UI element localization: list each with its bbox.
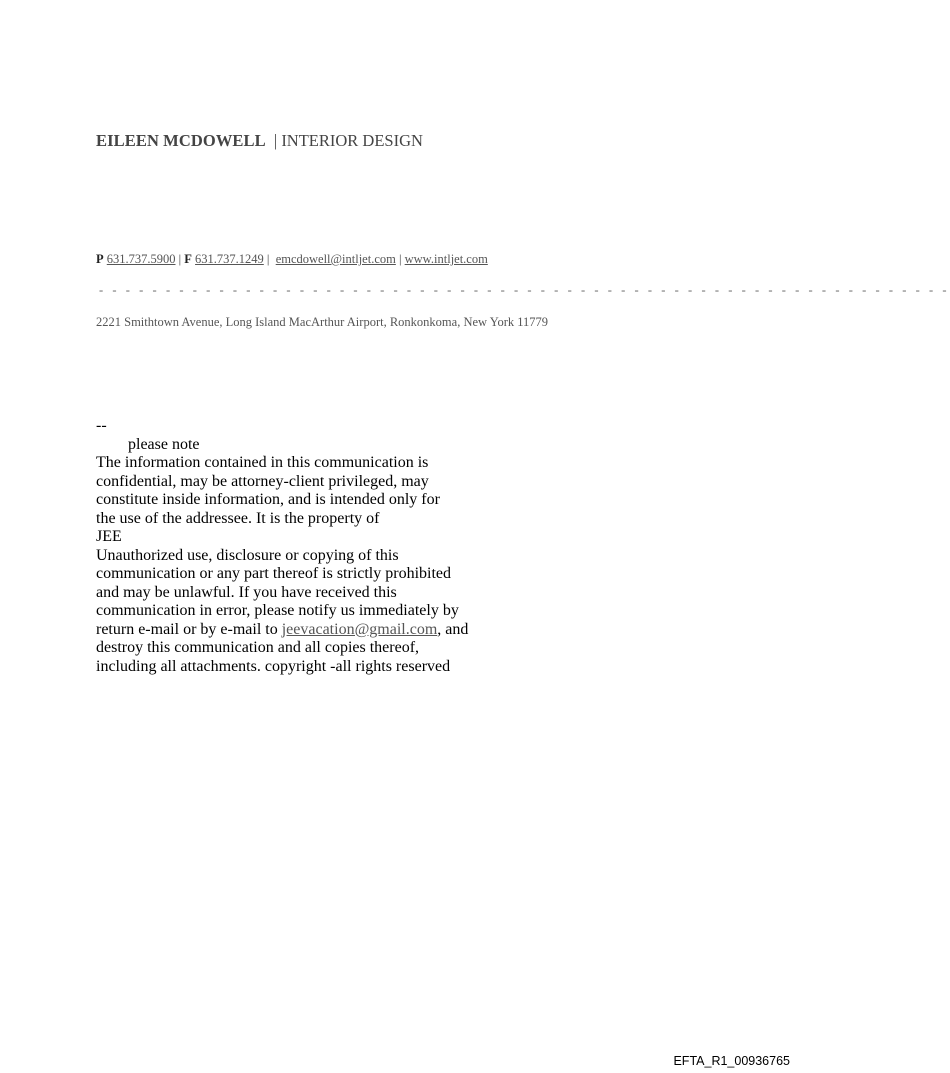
letterhead-title bbox=[96, 131, 423, 151]
contact-separator: | bbox=[266, 252, 270, 266]
phone-link[interactable]: 631.737.5900 bbox=[106, 252, 176, 266]
email-link[interactable]: emcdowell@intljet.com bbox=[275, 252, 396, 266]
disclaimer-line: communication in error, please notify us immediately by bbox=[96, 602, 459, 619]
disclaimer-heading: please note bbox=[128, 435, 200, 453]
address: 2221 Smithtown Avenue, Long Island MacArthur Airport, Ronkonkoma, New York 11779 bbox=[96, 315, 549, 329]
disclaimer-line: communication or any part thereof is strictly prohibited bbox=[96, 565, 452, 582]
disclaimer-line: Unauthorized use, disclosure or copying of this bbox=[96, 546, 399, 564]
disclaimer-text: , and bbox=[437, 620, 469, 638]
disclaimer-line-with-link bbox=[96, 621, 468, 640]
disclaimer-line: constitute inside information, and is intended only for bbox=[96, 491, 440, 508]
contact-line bbox=[96, 252, 488, 267]
website-link[interactable]: www.intljet.com bbox=[404, 252, 488, 266]
disclaimer-line: including all attachments. copyright -all rights reserved bbox=[96, 657, 451, 675]
disclaimer-line: the use of the addressee. It is the property of bbox=[96, 509, 380, 527]
disclaimer-email-link[interactable]: jeevacation@gmail.com bbox=[281, 620, 438, 638]
disclaimer-text: return e-mail or by e-mail to bbox=[96, 620, 282, 638]
contact-separator: | bbox=[178, 252, 182, 266]
phone-label: P bbox=[96, 252, 104, 266]
signature-marker: -- bbox=[96, 417, 107, 434]
fax-label: F bbox=[184, 252, 192, 266]
designer-name: EILEEN MCDOWELL bbox=[96, 131, 266, 150]
disclaimer-line: confidential, may be attorney-client privileged, may bbox=[96, 472, 429, 490]
bates-number: EFTA_R1_00936765 bbox=[673, 1054, 790, 1068]
disclaimer-line: The information contained in this communication is bbox=[96, 454, 429, 471]
fax-link[interactable]: 631.737.1249 bbox=[195, 252, 264, 266]
disclaimer-line: JEE bbox=[96, 528, 122, 545]
disclaimer-block bbox=[96, 417, 468, 676]
header-separator: | bbox=[273, 131, 278, 150]
disclaimer-line: destroy this communication and all copies thereof, bbox=[96, 639, 420, 656]
business-title: INTERIOR DESIGN bbox=[281, 131, 423, 150]
contact-separator: | bbox=[398, 252, 402, 266]
dashed-divider: - - - - - - - - - - - - - - - - - - - - - - - - - - - - - - - - - - - - - - - - - - - - - - - - - - - - - - - - - - - - - - - - bbox=[99, 283, 950, 297]
disclaimer-line: and may be unlawful. If you have received this bbox=[96, 583, 397, 601]
